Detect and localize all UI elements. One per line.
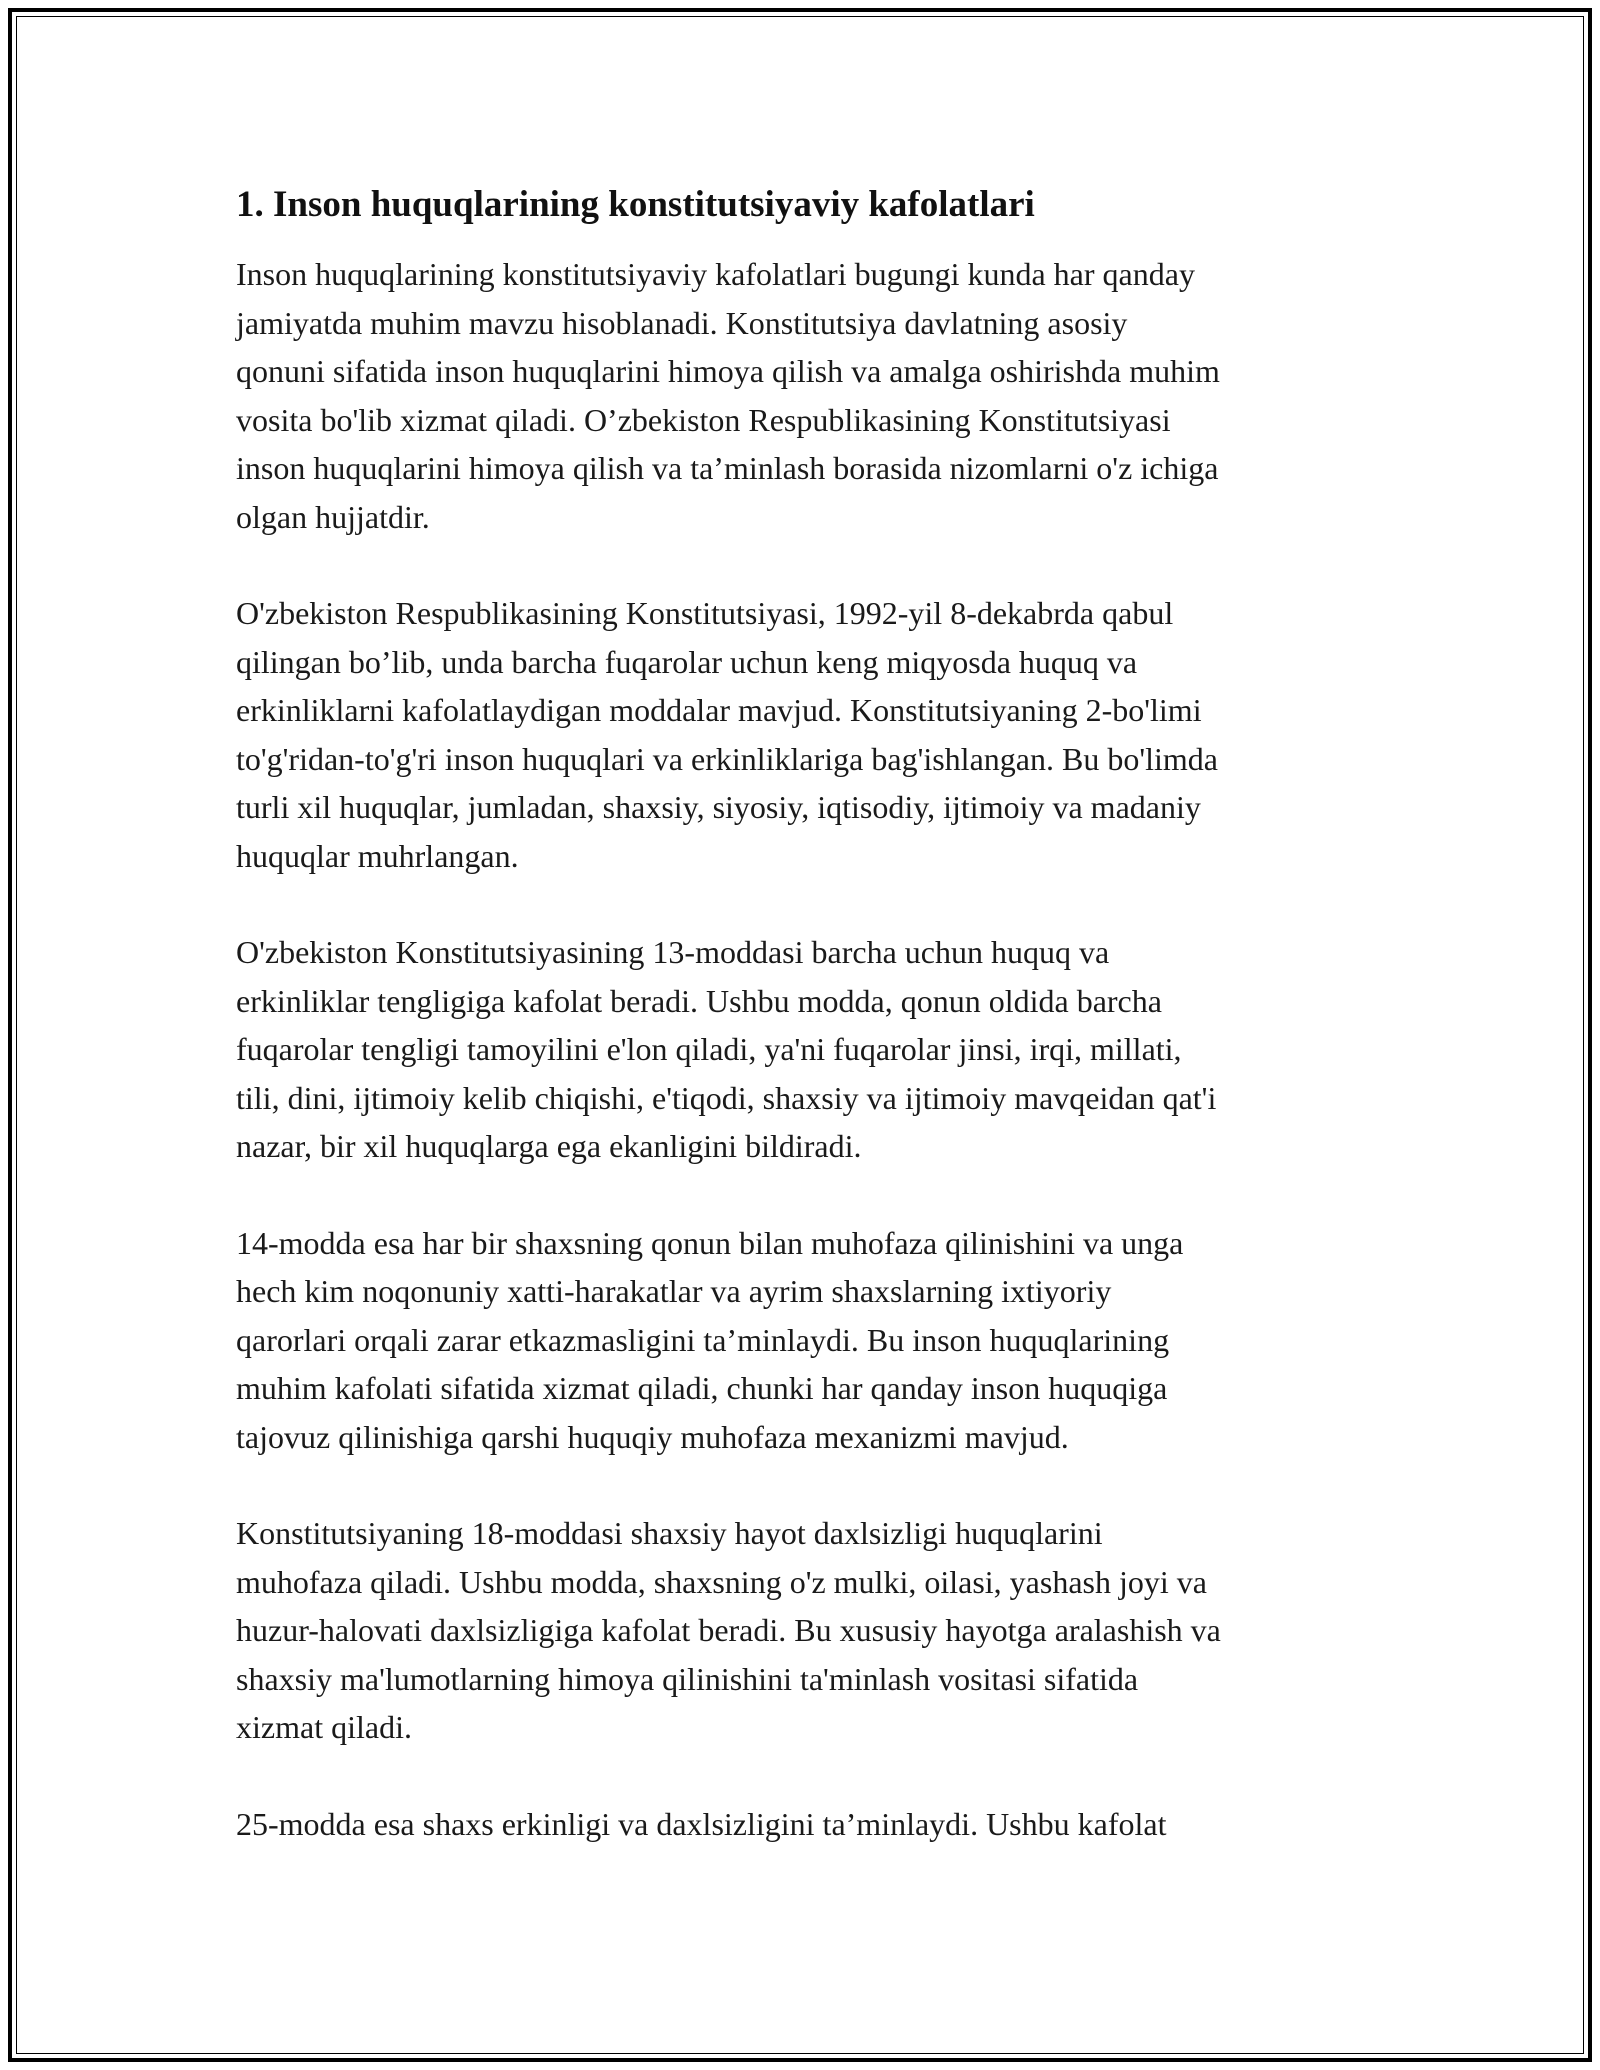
text-line: jamiyatda muhim mavzu hisoblanadi. Konstitutsiya davlatning asosiy — [236, 304, 1128, 341]
text-line: qarorlari orqali zarar etkazmasligini ta’minlaydi. Bu inson huquqlarining — [236, 1321, 1170, 1358]
text-line: nazar, bir xil huquqlarga ega ekanligini bildiradi. — [236, 1128, 862, 1164]
text-line: Inson huquqlarining konstitutsiyaviy kafolatlari bugungi kunda har qanday — [236, 256, 1195, 292]
document-body — [236, 182, 1376, 1896]
text-line: O'zbekiston Respublikasining Konstitutsiyasi, 1992-yil 8-dekabrda qabul — [236, 595, 1174, 631]
text-line: erkinliklarni kafolatlaydigan moddalar mavjud. Konstitutsiyaning 2-bo'limi — [236, 692, 1202, 728]
text-line: to'g'ridan-to'g'ri inson huquqlari va erkinliklariga bag'ishlangan. Bu bo'limda — [236, 740, 1218, 777]
text-line: 25-modda esa shaxs erkinligi va daxlsizligini ta’minlaydi. Ushbu kafolat — [236, 1805, 1167, 1842]
paragraph-intro — [236, 250, 1376, 541]
text-line: turli xil huquqlar, jumladan, shaxsiy, siyosiy, iqtisodiy, ijtimoiy va madaniy — [236, 789, 1201, 825]
text-line: huquqlar muhrlangan. — [236, 837, 519, 874]
text-line: qonuni sifatida inson huquqlarini himoya qilish va amalga oshirishda muhim — [236, 353, 1220, 389]
paragraph-constitution-1992 — [236, 589, 1376, 880]
text-line: fuqarolar tengligi tamoyilini e'lon qiladi, ya'ni fuqarolar jinsi, irqi, millati, — [236, 1031, 1182, 1067]
text-line: 14-modda esa har bir shaxsning qonun bilan muhofaza qilinishini va unga — [236, 1224, 1184, 1261]
text-line: tajovuz qilinishiga qarshi huquqiy muhofaza mexanizmi mavjud. — [236, 1418, 1069, 1455]
text-line: olgan hujjatdir. — [236, 498, 430, 535]
text-line: xizmat qiladi. — [236, 1709, 412, 1745]
text-line: shaxsiy ma'lumotlarning himoya qilinishini ta'minlash vositasi sifatida — [236, 1660, 1139, 1697]
text-line: vosita bo'lib xizmat qiladi. O’zbekiston Respublikasining Konstitutsiyasi — [236, 401, 1171, 438]
text-line: inson huquqlarini himoya qilish va ta’minlash borasida nizomlarni o'z ichiga — [236, 450, 1219, 486]
text-line: O'zbekiston Konstitutsiyasining 13-moddasi barcha uchun huquq va — [236, 934, 1110, 970]
text-line: muhofaza qiladi. Ushbu modda, shaxsning o'z mulki, oilasi, yashash joyi va — [236, 1563, 1207, 1600]
text-line: muhim kafolati sifatida xizmat qiladi, chunki har qanday inson huquqiga — [236, 1370, 1168, 1406]
text-line: hech kim noqonuniy xatti-harakatlar va ayrim shaxslarning ixtiyoriy — [236, 1273, 1112, 1309]
text-line: huzur-halovati daxlsizligiga kafolat beradi. Bu xususiy hayotga aralashish va — [236, 1612, 1221, 1648]
text-line: erkinliklar tengligiga kafolat beradi. Ushbu modda, qonun oldida barcha — [236, 982, 1162, 1019]
text-line: Konstitutsiyaning 18-moddasi shaxsiy hayot daxlsizligi huquqlarini — [236, 1515, 1103, 1551]
text-line: tili, dini, ijtimoiy kelib chiqishi, e'tiqodi, shaxsiy va ijtimoiy mavqeidan qat'i — [236, 1079, 1217, 1116]
paragraph-article-14 — [236, 1219, 1376, 1462]
text-line: qilingan bo’lib, unda barcha fuqarolar uchun keng miqyosda huquq va — [236, 643, 1138, 680]
paragraph-article-25 — [236, 1800, 1376, 1849]
paragraph-article-13 — [236, 928, 1376, 1171]
section-title: 1. Inson huquqlarining konstitutsiyaviy kafolatlari — [236, 184, 1035, 225]
paragraph-article-18 — [236, 1509, 1376, 1752]
